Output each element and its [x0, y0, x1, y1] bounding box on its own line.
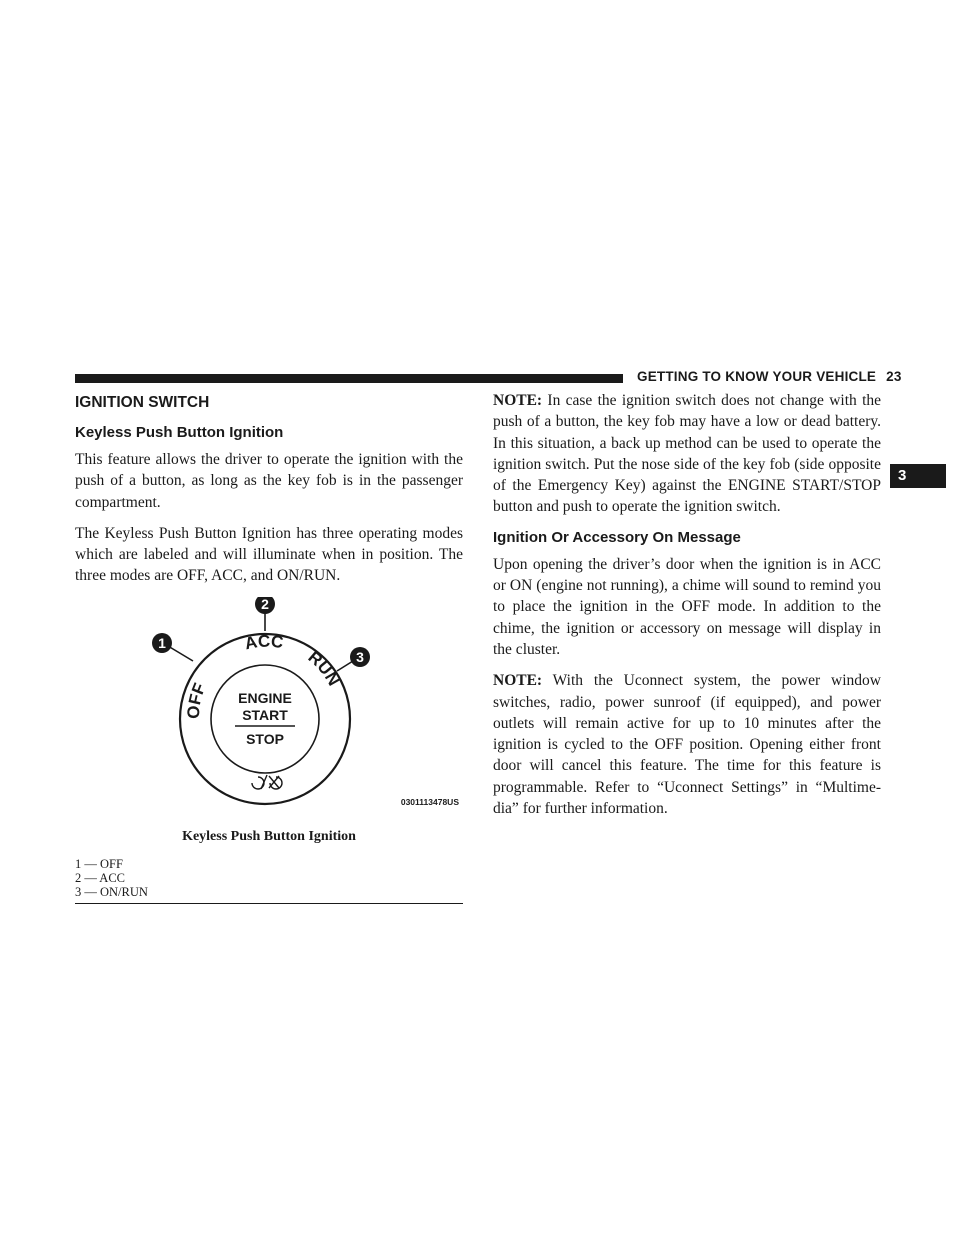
- button-text-start: START: [242, 706, 288, 723]
- ignition-figure: [75, 597, 463, 829]
- legend-item-run: 3 — ON/RUN: [75, 884, 148, 899]
- ignition-button-illustration: [75, 597, 463, 829]
- right-column: [493, 390, 881, 829]
- note-battery: [493, 390, 881, 518]
- ring-label-acc: ACC: [243, 631, 285, 654]
- chapter-tab: 3: [890, 464, 946, 488]
- svg-text:2: 2: [261, 596, 269, 612]
- figure-caption: Keyless Push Button Ignition: [182, 828, 356, 844]
- note-label: NOTE:: [493, 392, 543, 409]
- figure-bottom-rule: [75, 903, 463, 904]
- auto-stop-icon: [252, 775, 282, 789]
- subheading-keyless: Keyless Push Button Ignition: [75, 424, 284, 441]
- paragraph-modes: The Keyless Push Button Ignition has three operating modes which are labeled and will illuminate when in position. The three modes are OFF, ACC, and ON/RUN.: [75, 524, 463, 585]
- legend-item-off: 1 — OFF: [75, 856, 123, 871]
- svg-text:1: 1: [158, 634, 166, 651]
- page-number: 23: [886, 369, 902, 384]
- button-text-engine: ENGINE: [238, 689, 292, 706]
- paragraph-message: Upon opening the driver’s door when the ignition is in ACC or ON (engine not running), a chime will sound to remind you to place the ignition in the OFF mode. In addition to the chime, the ignition or accessory on message will display in the cluster.: [493, 555, 881, 658]
- left-column: [75, 390, 463, 904]
- header-rule: [75, 374, 623, 383]
- subheading-message: Ignition Or Accessory On Message: [493, 528, 741, 546]
- section-heading: IGNITION SWITCH: [75, 394, 210, 411]
- callout-3: [350, 647, 370, 667]
- button-text-stop: STOP: [246, 730, 284, 747]
- note-label: NOTE:: [493, 672, 543, 690]
- callout-1: [152, 633, 172, 653]
- ring-label-off: OFF: [183, 680, 210, 720]
- paragraph-intro: This feature allows the driver to operate the ignition with the push of a button, as long as the key fob is in the passenger compartment.: [75, 451, 463, 511]
- note-battery-text: In case the ignition switch does not change with the push of a button, the key fob may have a low or dead battery. In this situation, a back up method can be used to operate the ignition switch. Put the nose side of the key fob (side opposite of the Emergency Key) against the ENGINE START/STOP button and push to operate the ignition switch.: [493, 392, 882, 516]
- figure-code: 0301113478US: [400, 796, 459, 807]
- ring-label-run: RUN: [304, 647, 344, 689]
- note-uconnect: [493, 670, 881, 819]
- legend-item-acc: 2 — ACC: [75, 870, 126, 885]
- callout-2: [255, 597, 275, 614]
- running-header: [637, 369, 902, 384]
- note-uconnect-text: With the Uconnect system, the power window switches, radio, power sunroof (if equipped), and power outlets will remain active for up to 10 minutes after the ignition is cycled to the OFF position. Opening either front door will cancel this feature. The time for this feature is programmable. Refer to “Uconnect Settings” in “Multime-dia” for further information.: [493, 672, 881, 818]
- header-section-title: GETTING TO KNOW YOUR VEHICLE: [637, 369, 877, 384]
- svg-text:3: 3: [356, 648, 364, 665]
